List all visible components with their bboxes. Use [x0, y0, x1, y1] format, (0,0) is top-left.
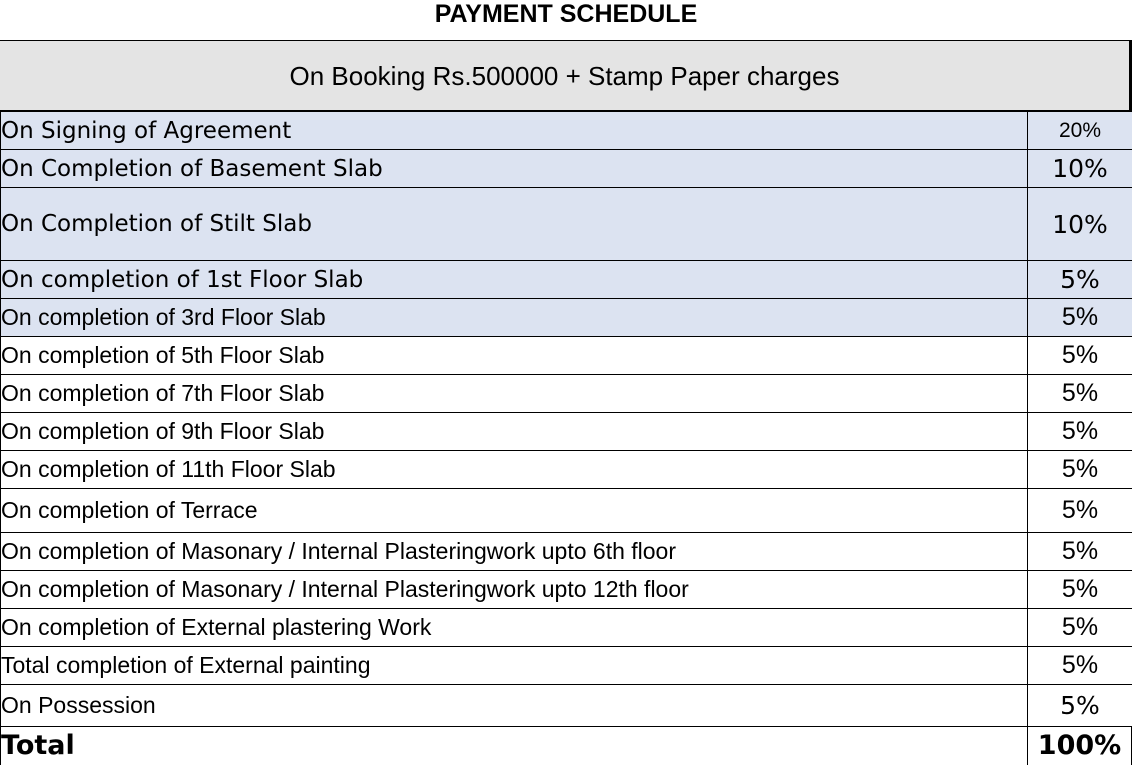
table-row: [1, 337, 1132, 375]
row-label: On completion of External plastering Work: [1, 609, 1028, 647]
row-value-text: 5%: [1061, 613, 1099, 641]
row-value: [1028, 685, 1132, 727]
table-row: [1, 150, 1132, 188]
row-label: On completion of 7th Floor Slab: [1, 375, 1028, 413]
row-value: [1028, 571, 1132, 609]
row-value: [1028, 489, 1132, 533]
row-value: [1028, 299, 1132, 337]
total-row: [1, 727, 1132, 765]
table-row: [1, 571, 1132, 609]
row-label: Total completion of External painting: [1, 647, 1028, 685]
row-value: [1028, 533, 1132, 571]
row-label: On completion of 5th Floor Slab: [1, 337, 1028, 375]
row-value-text: 5%: [1061, 303, 1099, 331]
row-value-text: 5%: [1061, 379, 1099, 407]
row-value-text: 5%: [1061, 496, 1099, 524]
row-value-text: 5%: [1060, 691, 1100, 720]
booking-row: On Booking Rs.500000 + Stamp Paper charges: [0, 41, 1132, 112]
row-label: On Completion of Basement Slab: [1, 150, 1028, 188]
table-row: [1, 489, 1132, 533]
row-value: [1028, 150, 1132, 188]
table-row: [1, 451, 1132, 489]
table-row: [1, 261, 1132, 299]
total-value: 100%: [1028, 727, 1132, 765]
row-value-text: 5%: [1060, 265, 1100, 294]
row-label: On completion of 9th Floor Slab: [1, 413, 1028, 451]
row-value: [1028, 413, 1132, 451]
row-value-text: 5%: [1061, 651, 1099, 679]
row-label: On Completion of Stilt Slab: [1, 188, 1028, 261]
row-value-text: 5%: [1061, 537, 1099, 565]
row-label: On Signing of Agreement: [1, 112, 1028, 150]
schedule-table: [0, 111, 1132, 765]
table-row: [1, 188, 1132, 261]
row-value-text: 5%: [1061, 341, 1099, 369]
table-row: [1, 375, 1132, 413]
row-label: On Possession: [1, 685, 1028, 727]
row-value-text: 5%: [1061, 455, 1099, 483]
row-label: On completion of 11th Floor Slab: [1, 451, 1028, 489]
row-label: On completion of 1st Floor Slab: [1, 261, 1028, 299]
row-value-text: 5%: [1061, 575, 1099, 603]
table-row: [1, 685, 1132, 727]
row-value: [1028, 451, 1132, 489]
table-row: [1, 112, 1132, 150]
row-value-text: 10%: [1052, 209, 1108, 239]
row-label: On completion of Masonary / Internal Plasteringwork upto 12th floor: [1, 571, 1028, 609]
table-row: [1, 647, 1132, 685]
row-label: On completion of Terrace: [1, 489, 1028, 533]
table-row: [1, 609, 1132, 647]
row-value-text: 20%: [1058, 118, 1102, 142]
table-row: [1, 533, 1132, 571]
row-label: On completion of Masonary / Internal Plasteringwork upto 6th floor: [1, 533, 1028, 571]
row-value-text: 5%: [1061, 417, 1099, 445]
row-value: [1028, 261, 1132, 299]
row-value: [1028, 337, 1132, 375]
row-value-text: 10%: [1052, 154, 1108, 183]
row-value: [1028, 112, 1132, 150]
row-value: [1028, 375, 1132, 413]
row-label: On completion of 3rd Floor Slab: [1, 299, 1028, 337]
table-row: [1, 413, 1132, 451]
row-value: [1028, 188, 1132, 261]
table-row: [1, 299, 1132, 337]
page-title: PAYMENT SCHEDULE: [0, 0, 1132, 42]
row-value: [1028, 609, 1132, 647]
row-value: [1028, 647, 1132, 685]
total-label: Total: [1, 727, 1028, 765]
